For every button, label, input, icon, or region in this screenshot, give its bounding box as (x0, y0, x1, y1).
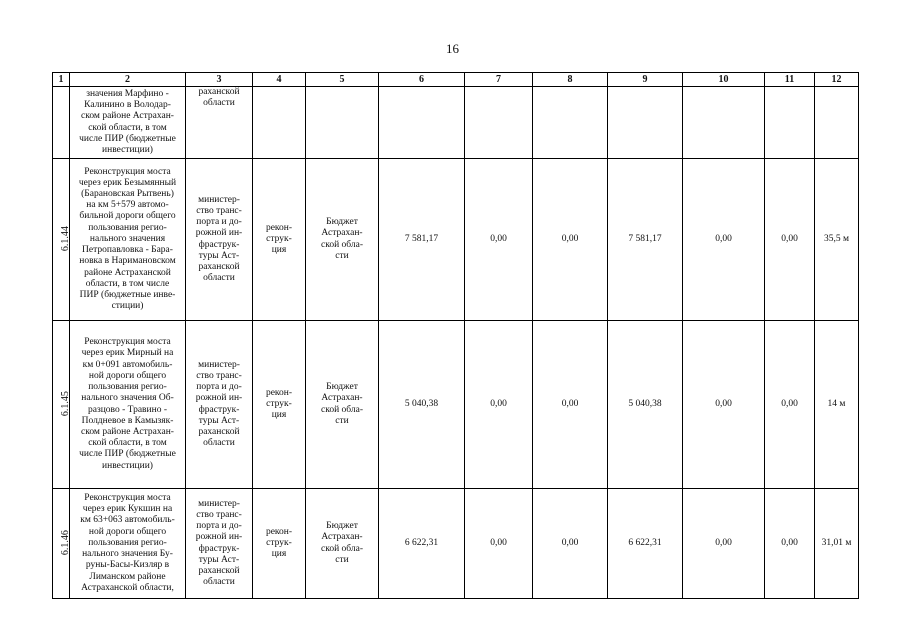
source-text: Бюджет Астрахан- ской обла- сти (320, 217, 364, 261)
ministry-cell (186, 87, 253, 159)
ministry-text: раханской области (198, 87, 240, 109)
length-cell: 14 м (815, 321, 859, 489)
type-cell (253, 321, 306, 489)
description-text: значения Марфино - Калинино в Володар- ском районе Астрахан- ской области, в том числе ПИР (бюджетные инвестиции) (79, 88, 176, 155)
row-number-cell (53, 489, 70, 599)
header-cell: 10 (683, 73, 765, 87)
length-cell: 35,5 м (815, 159, 859, 321)
continuation-row (53, 87, 859, 159)
value-cell: 0,00 (683, 321, 765, 489)
header-cell: 8 (533, 73, 608, 87)
value-cell: 0,00 (533, 321, 608, 489)
row-number: 6.1.46 (59, 530, 71, 556)
empty-cell (253, 87, 306, 159)
value-cell: 6 622,31 (608, 489, 683, 599)
value-cell: 0,00 (465, 321, 533, 489)
ministry-text: министер- ство транс- порта и до- рожной ин- фраструк- туры Аст- раханской области (195, 498, 243, 588)
empty-cell (765, 87, 815, 159)
source-text: Бюджет Астрахан- ской обла- сти (320, 521, 364, 565)
budget-table (52, 72, 859, 599)
row-number-cell (53, 159, 70, 321)
empty-cell (379, 87, 465, 159)
header-cell: 11 (765, 73, 815, 87)
value-cell: 0,00 (765, 159, 815, 321)
row-number: 6.1.45 (59, 391, 71, 417)
value-cell: 0,00 (683, 159, 765, 321)
value-cell: 0,00 (765, 321, 815, 489)
value-cell: 5 040,38 (379, 321, 465, 489)
row-number: 6.1.44 (59, 226, 71, 252)
description-text: Реконструкция моста через ерик Безымянный (Барановская Рытвень) на км 5+579 автомо- бильной дороги общего пользования регио- нального значения Петропавловка - Бара- новка в Наримановском районе Астраханской области, в том числе ПИР (бюджетные инве- стиции) (78, 166, 177, 312)
ministry-cell (186, 159, 253, 321)
header-cell: 2 (70, 73, 186, 87)
value-cell: 0,00 (683, 489, 765, 599)
ministry-cell (186, 321, 253, 489)
length-cell: 31,01 м (815, 489, 859, 599)
description-text: Реконструкция моста через ерик Мирный на км 0+091 автомобиль- ной дороги общего пользования регио- нального значения Об- разцово - Травино - Полдневое в Камызяк- ском районе Астрахан- ской области, в том числе ПИР (бюджетные инвестиции) (79, 337, 176, 471)
description-cell (70, 321, 186, 489)
table-row (53, 159, 859, 321)
ministry-cell (186, 489, 253, 599)
value-cell: 0,00 (465, 159, 533, 321)
header-row (53, 73, 859, 87)
description-cell (70, 159, 186, 321)
description-cell (70, 489, 186, 599)
value-cell: 6 622,31 (379, 489, 465, 599)
header-cell: 5 (306, 73, 379, 87)
empty-cell (306, 87, 379, 159)
value-cell: 0,00 (533, 489, 608, 599)
value-cell: 5 040,38 (608, 321, 683, 489)
description-cell (70, 87, 186, 159)
value-cell: 7 581,17 (608, 159, 683, 321)
value-cell: 0,00 (465, 489, 533, 599)
empty-cell (533, 87, 608, 159)
empty-cell (608, 87, 683, 159)
header-cell: 12 (815, 73, 859, 87)
source-cell (306, 489, 379, 599)
ministry-text: министер- ство транс- порта и до- рожной ин- фраструк- туры Аст- раханской области (195, 359, 243, 449)
header-cell: 4 (253, 73, 306, 87)
page-number: 16 (446, 41, 459, 56)
value-cell: 0,00 (533, 159, 608, 321)
header-cell: 7 (465, 73, 533, 87)
type-text: рекон- струк- ция (265, 222, 293, 256)
table-row (53, 321, 859, 489)
type-text: рекон- струк- ция (265, 526, 293, 560)
header-cell: 1 (53, 73, 70, 87)
value-cell: 0,00 (765, 489, 815, 599)
type-cell (253, 159, 306, 321)
source-cell (306, 159, 379, 321)
empty-cell (683, 87, 765, 159)
empty-cell (465, 87, 533, 159)
ministry-text: министер- ство транс- порта и до- рожной ин- фраструк- туры Аст- раханской области (195, 194, 243, 284)
header-cell: 3 (186, 73, 253, 87)
type-text: рекон- струк- ция (265, 387, 293, 421)
type-cell (253, 489, 306, 599)
value-cell: 7 581,17 (379, 159, 465, 321)
empty-cell (815, 87, 859, 159)
table-row (53, 489, 859, 599)
header-cell: 9 (608, 73, 683, 87)
source-text: Бюджет Астрахан- ской обла- сти (320, 382, 364, 426)
header-cell: 6 (379, 73, 465, 87)
source-cell (306, 321, 379, 489)
row-number-cell (53, 87, 70, 159)
description-text: Реконструкция моста через ерик Кукшин на км 63+063 автомобиль- ной дороги общего пользования регио- нального значения Бу- руны-Басы-Кизляр в Лиманском районе Астраханской области, (80, 493, 175, 593)
row-number-cell (53, 321, 70, 489)
